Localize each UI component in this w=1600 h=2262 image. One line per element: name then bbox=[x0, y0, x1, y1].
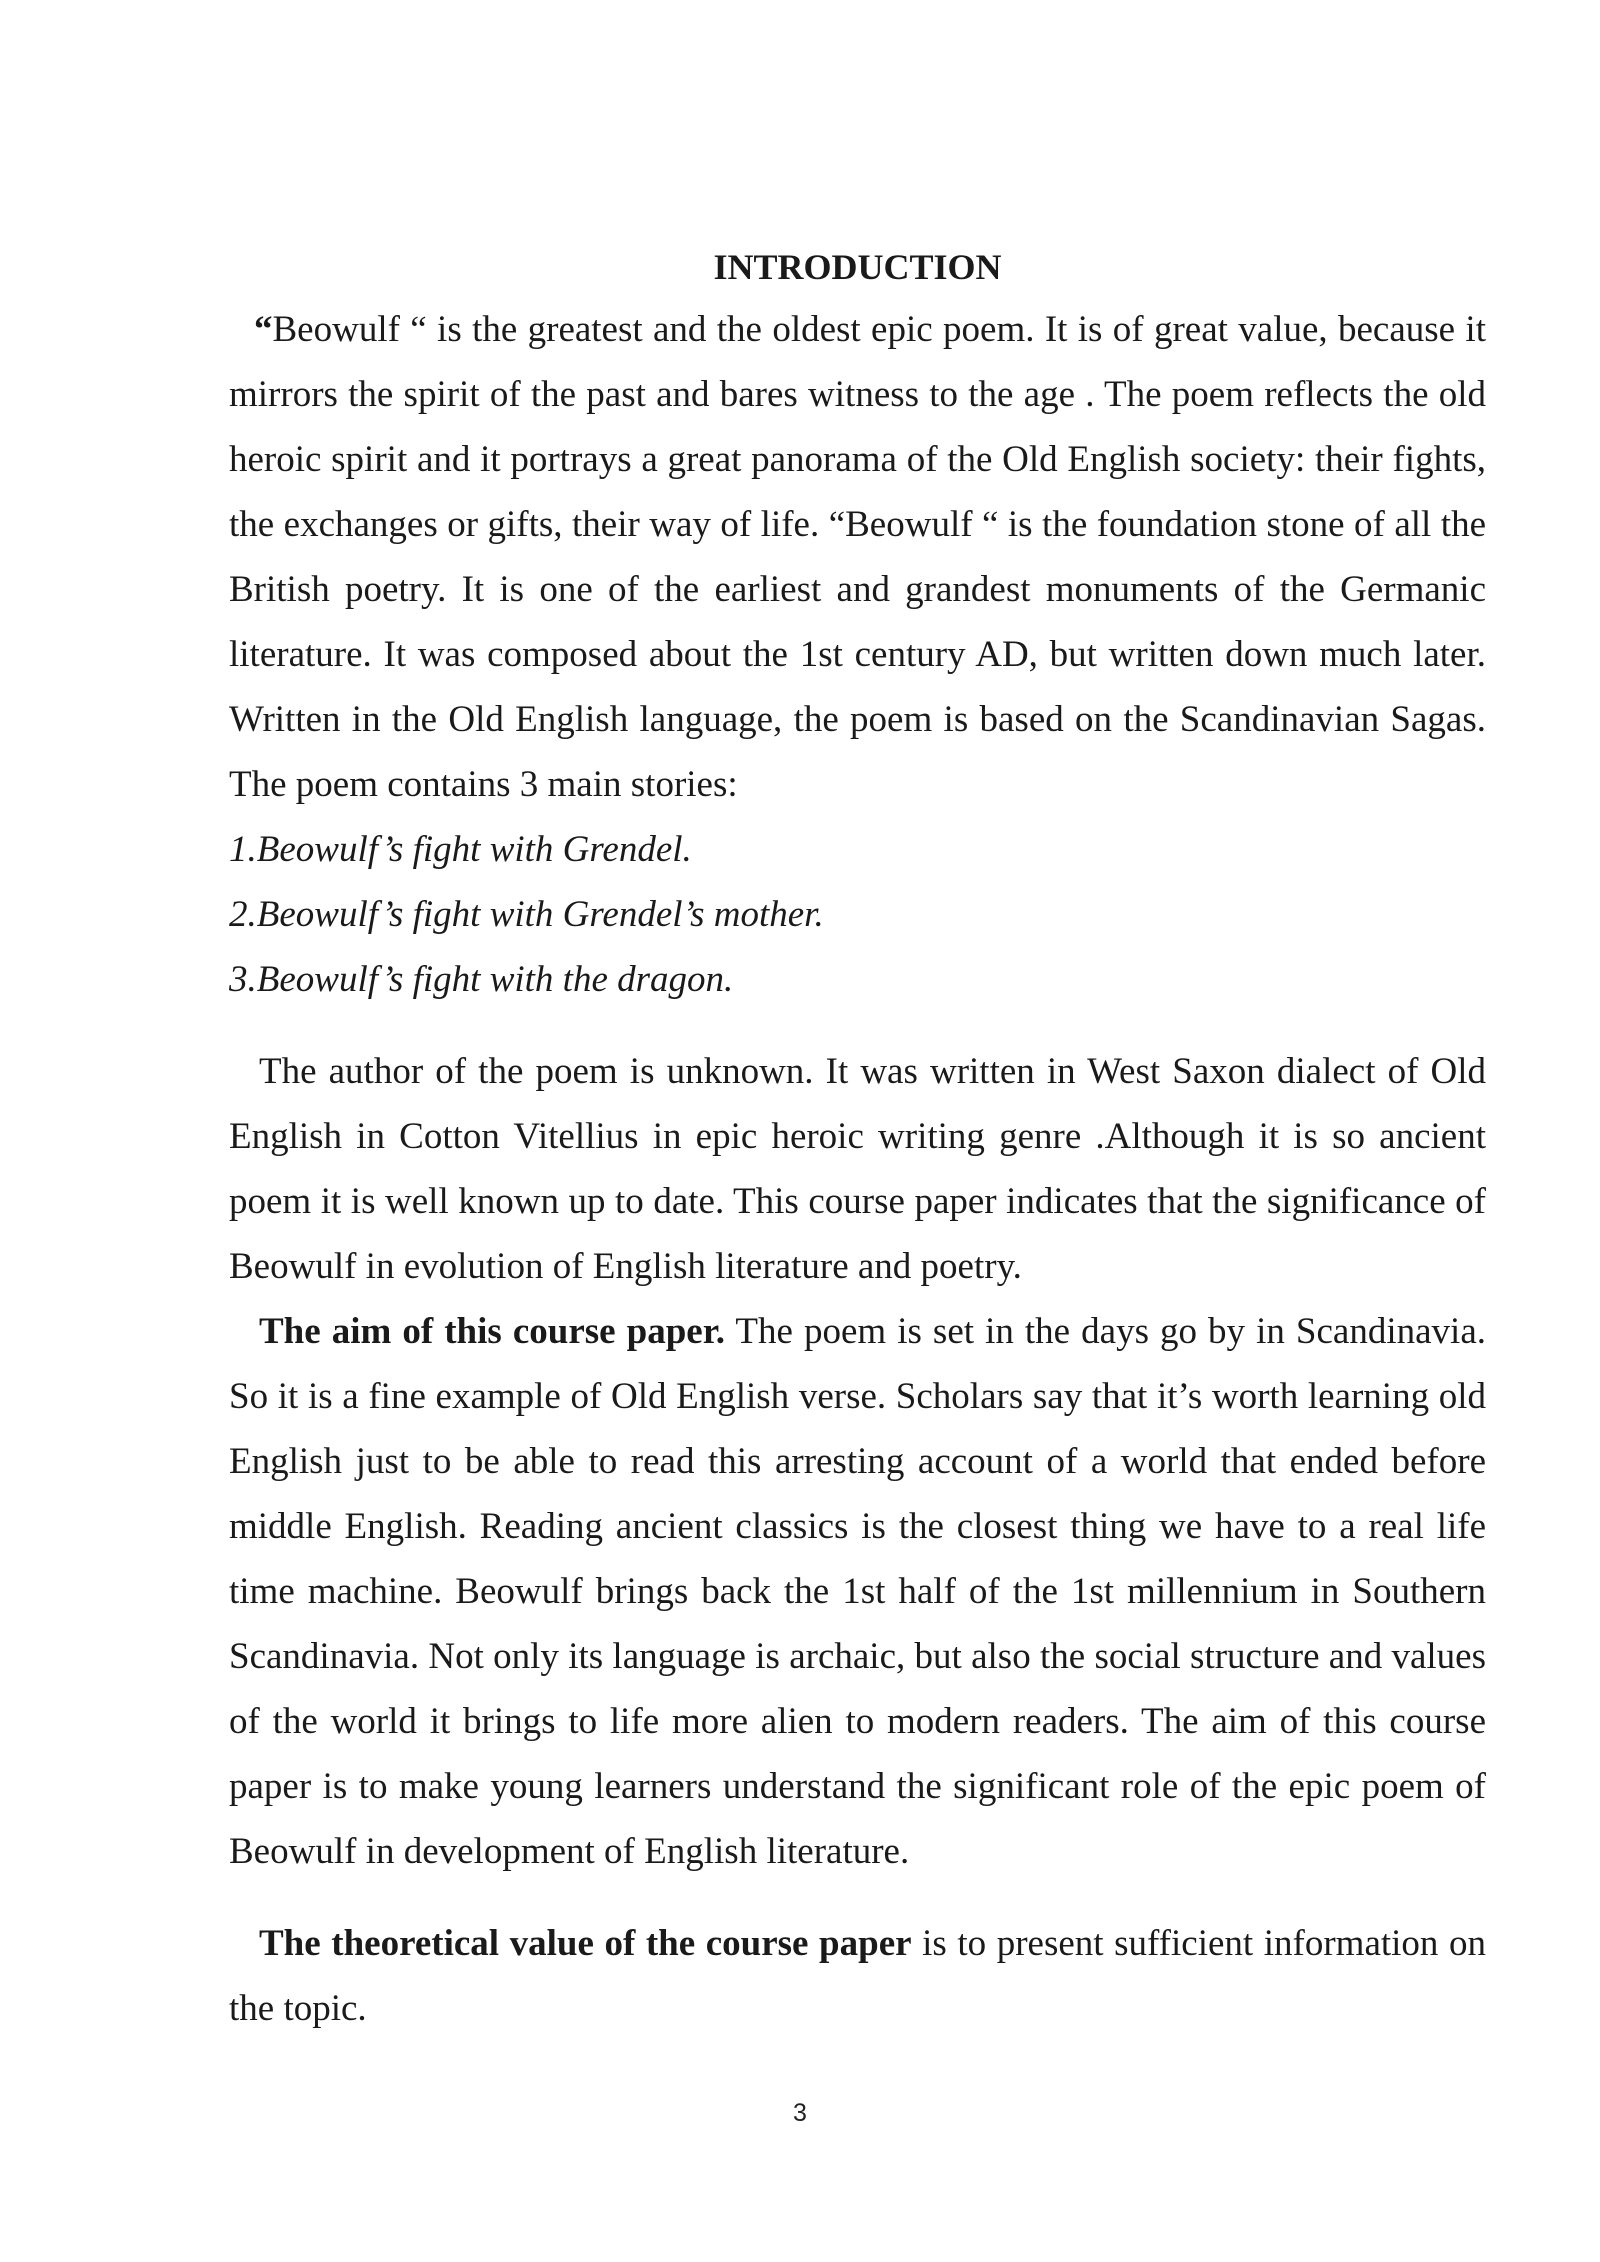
intro-paragraph-text: Beowulf “ is the greatest and the oldest epic poem. It is of great value, because it mirrors the spirit of the past and bares witness to the age . The poem reflects the old heroic spirit and it portrays a great panorama of the Old English society: their fights, the exchanges or gifts, their way of life. “Beowulf “ is the foundation stone of all the British poetry. It is one of the earliest and grandest monuments of the Germanic literature. It was composed about the 1st century AD, but written down much later. Written in the Old English language, the poem is based on the Scandinavian Sagas. The poem contains 3 main stories: bbox=[229, 309, 1486, 805]
author-paragraph: The author of the poem is unknown. It was written in West Saxon dialect of Old English in Cotton Vitellius in epic heroic writing genre .Although it is so ancient poem it is well known up to date. This course paper indicates that the significance of Beowulf in evolution of English literature and poetry. bbox=[229, 1051, 1486, 1287]
list-item: 2.Beowulf’s fight with Grendel’s mother. bbox=[229, 894, 824, 935]
theoretical-value-text: is to present sufficient information on the topic. bbox=[229, 1923, 1486, 2029]
theoretical-value-lead: The theoretical value of the course paper bbox=[259, 1923, 912, 1964]
list-item: 1.Beowulf’s fight with Grendel. bbox=[229, 829, 692, 870]
theoretical-value-paragraph bbox=[229, 1911, 1486, 2041]
aim-paragraph bbox=[229, 1299, 1486, 1884]
stories-list bbox=[229, 817, 1486, 1012]
aim-lead: The aim of this course paper. bbox=[259, 1311, 726, 1352]
intro-paragraph bbox=[229, 297, 1486, 817]
opening-quote: “ bbox=[254, 309, 273, 350]
page-content bbox=[229, 242, 1486, 2041]
list-item: 3.Beowulf’s fight with the dragon. bbox=[229, 959, 734, 1000]
aim-text: The poem is set in the days go by in Scandinavia. So it is a fine example of Old English verse. Scholars say that it’s worth learning old English just to be able to read this arresting account of a world that ended before middle English. Reading ancient classics is the closest thing we have to a real life time machine. Beowulf brings back the 1st half of the 1st millennium in Southern Scandinavia. Not only its language is archaic, but also the social structure and values of the world it brings to life more alien to modern readers. The aim of this course paper is to make young learners understand the significant role of the epic poem of Beowulf in development of English literature. bbox=[229, 1311, 1487, 1872]
section-heading: INTRODUCTION bbox=[713, 247, 1002, 287]
page-number: 3 bbox=[793, 2099, 807, 2127]
